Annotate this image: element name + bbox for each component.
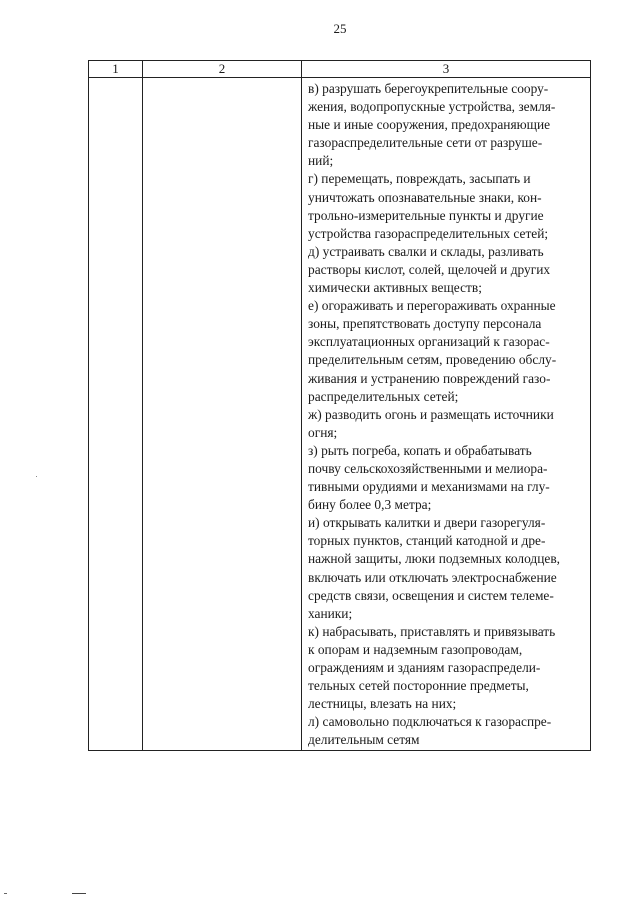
text-line: ж) разводить огонь и размещать источники (308, 406, 554, 422)
text-line: и) открывать калитки и двери газорегуля- (308, 515, 546, 531)
text-line: растворы кислот, солей, щелочей и других (308, 261, 551, 277)
text-line: ний; (308, 153, 334, 169)
text-line: средств связи, освещения и систем телеме- (308, 587, 554, 603)
text-line: к) набрасывать, приставлять и привязывать (308, 623, 556, 639)
margin-dash (72, 893, 86, 894)
text-line: почву сельскохозяйственными и мелиора- (308, 460, 548, 476)
text-line: делительным сетям (308, 732, 420, 748)
text-line: г) перемещать, повреждать, засыпать и (308, 171, 531, 187)
text-line: тельных сетей посторонние предметы, (308, 678, 529, 694)
text-line: химически активных веществ; (308, 280, 482, 296)
text-line: трольно-измерительные пункты и другие (308, 207, 544, 223)
column-header-3: 3 (302, 61, 591, 78)
text-line: зоны, препятствовать доступу персонала (308, 316, 542, 332)
column-header-2: 2 (143, 61, 302, 78)
text-line: д) устраивать свалки и склады, разливать (308, 243, 544, 259)
text-line: огня; (308, 424, 338, 440)
margin-mark (36, 476, 37, 477)
text-line: пределительным сетям, проведению обслу- (308, 352, 557, 368)
table-row (89, 78, 591, 751)
margin-mark-left (4, 893, 7, 894)
prohibitions-text (308, 80, 584, 749)
text-line: в) разрушать берегоукрепительные соору- (308, 81, 549, 96)
text-line: включать или отключать электроснабжение (308, 569, 557, 585)
table-header-row (89, 61, 591, 78)
text-line: живания и устранению повреждений газо- (308, 370, 551, 386)
text-line: распределительных сетей; (308, 388, 459, 404)
text-line: ограждениям и зданиям газораспредели- (308, 660, 541, 675)
text-line: торных пунктов, станций катодной и дре- (308, 533, 546, 549)
text-line: газораспределительные сети от разруше- (308, 135, 543, 151)
text-line: эксплуатационных организаций к газорас- (308, 334, 550, 350)
text-line: ханики; (308, 605, 353, 621)
regulation-table (88, 60, 591, 751)
text-line: нажной защиты, люки подземных колодцев, (308, 551, 560, 567)
text-line: лестницы, влезать на них; (308, 696, 457, 712)
table-cell-col3 (302, 78, 591, 751)
text-line: жения, водопропускные устройства, земля- (308, 99, 556, 115)
column-header-1: 1 (89, 61, 143, 78)
text-line: устройства газораспределительных сетей; (308, 225, 549, 241)
text-line: л) самовольно подключаться к газораспре- (308, 714, 552, 730)
text-line: бину более 0,3 метра; (308, 497, 432, 513)
text-line: е) огораживать и перегораживать охранные (308, 298, 556, 314)
text-line: к опорам и надземным газопроводам, (308, 641, 523, 657)
text-line: з) рыть погреба, копать и обрабатывать (308, 442, 532, 458)
text-line: тивными орудиями и механизмами на глу- (308, 479, 550, 495)
text-line: ные и иные сооружения, предохраняющие (308, 117, 551, 133)
table-cell-col1 (89, 78, 143, 751)
table-cell-col2 (143, 78, 302, 751)
text-line: уничтожать опознавательные знаки, кон- (308, 189, 542, 205)
page-number: 25 (333, 21, 347, 36)
